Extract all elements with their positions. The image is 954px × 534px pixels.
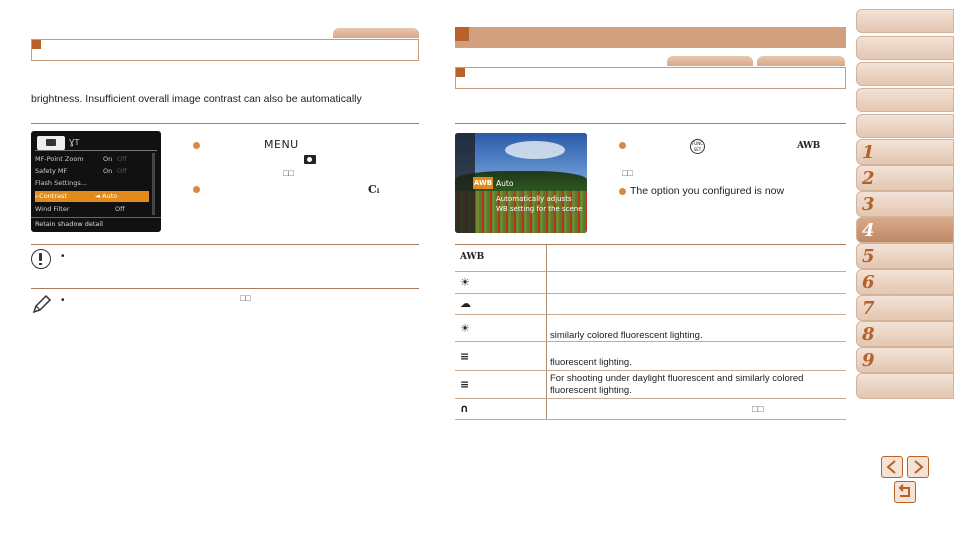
chapter-tab-9[interactable]: 9	[856, 347, 954, 373]
note-bullet: •	[61, 251, 65, 262]
wb-side-strip	[455, 133, 475, 233]
page-ref-icon: □□	[240, 293, 251, 303]
chapter-tab-1[interactable]: 1	[856, 139, 954, 165]
right-divider-top	[455, 123, 846, 124]
func-set-button-icon: FUNC SET	[691, 141, 703, 152]
camera-footer: Retain shadow detail	[35, 220, 103, 228]
pencil-icon	[31, 293, 53, 315]
camera-icon	[304, 155, 316, 164]
chapter-tab-2[interactable]: 2	[856, 165, 954, 191]
chapter-tab-6[interactable]: 6	[856, 269, 954, 295]
left-divider-note	[31, 288, 419, 289]
sidebar-tab-4[interactable]	[856, 88, 954, 112]
section-marker	[456, 68, 465, 77]
fluorescent-icon: ≡	[460, 350, 470, 363]
awb-icon: AWB	[460, 252, 485, 262]
menu-row: Flash Settings...	[35, 179, 87, 187]
awb-selected-icon: AWB	[473, 179, 493, 187]
awb-icon: AWB	[797, 141, 820, 151]
chapter-tab-5[interactable]: 5	[856, 243, 954, 269]
chapter-tab-4-active[interactable]: 4	[856, 217, 954, 243]
step-bullet	[619, 188, 626, 195]
wb-row	[455, 272, 846, 294]
wb-mode-label: Auto	[496, 179, 514, 188]
wb-camera-screen	[455, 133, 587, 233]
wb-row	[455, 245, 846, 272]
daylight-icon: ☀	[460, 276, 470, 289]
left-header-tab	[333, 28, 419, 38]
step-text: The option you configured is now	[630, 185, 785, 197]
wb-row	[455, 371, 846, 399]
settings-tab: ƔT	[69, 138, 80, 147]
wb-row	[455, 399, 846, 420]
camera-menu-screen	[31, 131, 161, 232]
fluorescent-h-icon: ≡	[460, 378, 470, 391]
wb-desc-line1: Automatically adjusts	[496, 195, 572, 203]
i-contrast-icon: Cᵢ	[368, 183, 380, 196]
wb-desc: similarly colored fluorescent lighting.	[550, 330, 703, 341]
section-marker	[32, 40, 41, 49]
caution-icon	[31, 249, 51, 269]
wb-row	[455, 294, 846, 315]
scroll-bar	[152, 153, 155, 215]
title-marker	[455, 27, 469, 41]
prev-page-button[interactable]	[881, 456, 903, 478]
menu-row-selected: i-Contrast ◄ Auto	[35, 191, 149, 202]
page-ref-icon: □□	[622, 168, 633, 178]
chapter-tab-8[interactable]: 8	[856, 321, 954, 347]
wb-row	[455, 315, 846, 342]
left-divider-top	[31, 123, 419, 124]
camera-footer-line	[31, 217, 161, 218]
menu-row: Safety MF On Off	[35, 167, 127, 175]
right-header-tab-1	[667, 56, 753, 66]
camera-icon	[46, 139, 56, 146]
back-button[interactable]	[894, 481, 916, 503]
tip-bullet: •	[61, 295, 65, 306]
page-ref-icon: □□	[283, 168, 294, 178]
scene-cloud	[505, 141, 565, 159]
chapter-tab-3[interactable]: 3	[856, 191, 954, 217]
wb-desc-line2: fluorescent lighting.	[550, 385, 632, 396]
sidebar-tab-index[interactable]	[856, 373, 954, 399]
tungsten-icon: ☀	[460, 322, 470, 335]
wb-row	[455, 342, 846, 371]
camera-tab	[37, 136, 65, 150]
menu-button-label: MENU	[264, 138, 299, 151]
sidebar-tab-3[interactable]	[856, 62, 954, 86]
sidebar-tab-2[interactable]	[856, 36, 954, 60]
step-bullet	[193, 142, 200, 149]
wb-desc-line1: For shooting under daylight fluorescent and similarly colored	[550, 373, 804, 384]
return-icon	[895, 482, 915, 502]
chapter-tab-7[interactable]: 7	[856, 295, 954, 321]
wb-desc-line2: WB setting for the scene	[496, 205, 583, 213]
camera-tab-line	[35, 150, 157, 151]
right-section-header	[455, 67, 846, 89]
arrow-left-icon	[882, 457, 902, 477]
right-title-bar	[455, 27, 846, 48]
intro-text: brightness. Insufficient overall image contrast can also be automatically	[31, 93, 362, 105]
next-page-button[interactable]	[907, 456, 929, 478]
page-ref-icon: □□	[752, 404, 764, 415]
step-bullet	[193, 186, 200, 193]
left-section-header	[31, 39, 419, 61]
arrow-right-icon	[908, 457, 928, 477]
menu-row: MF-Point Zoom On Off	[35, 155, 127, 163]
sidebar-tab-1[interactable]	[856, 9, 954, 33]
wb-desc: fluorescent lighting.	[550, 357, 632, 368]
left-divider-mid	[31, 244, 419, 245]
step-bullet	[619, 142, 626, 149]
right-header-tab-2	[757, 56, 845, 66]
sidebar-contents-header[interactable]	[856, 114, 954, 138]
menu-row: Wind Filter Off	[35, 205, 125, 213]
cloudy-icon: ☁	[460, 297, 471, 310]
custom-wb-icon: ∩	[460, 402, 469, 415]
